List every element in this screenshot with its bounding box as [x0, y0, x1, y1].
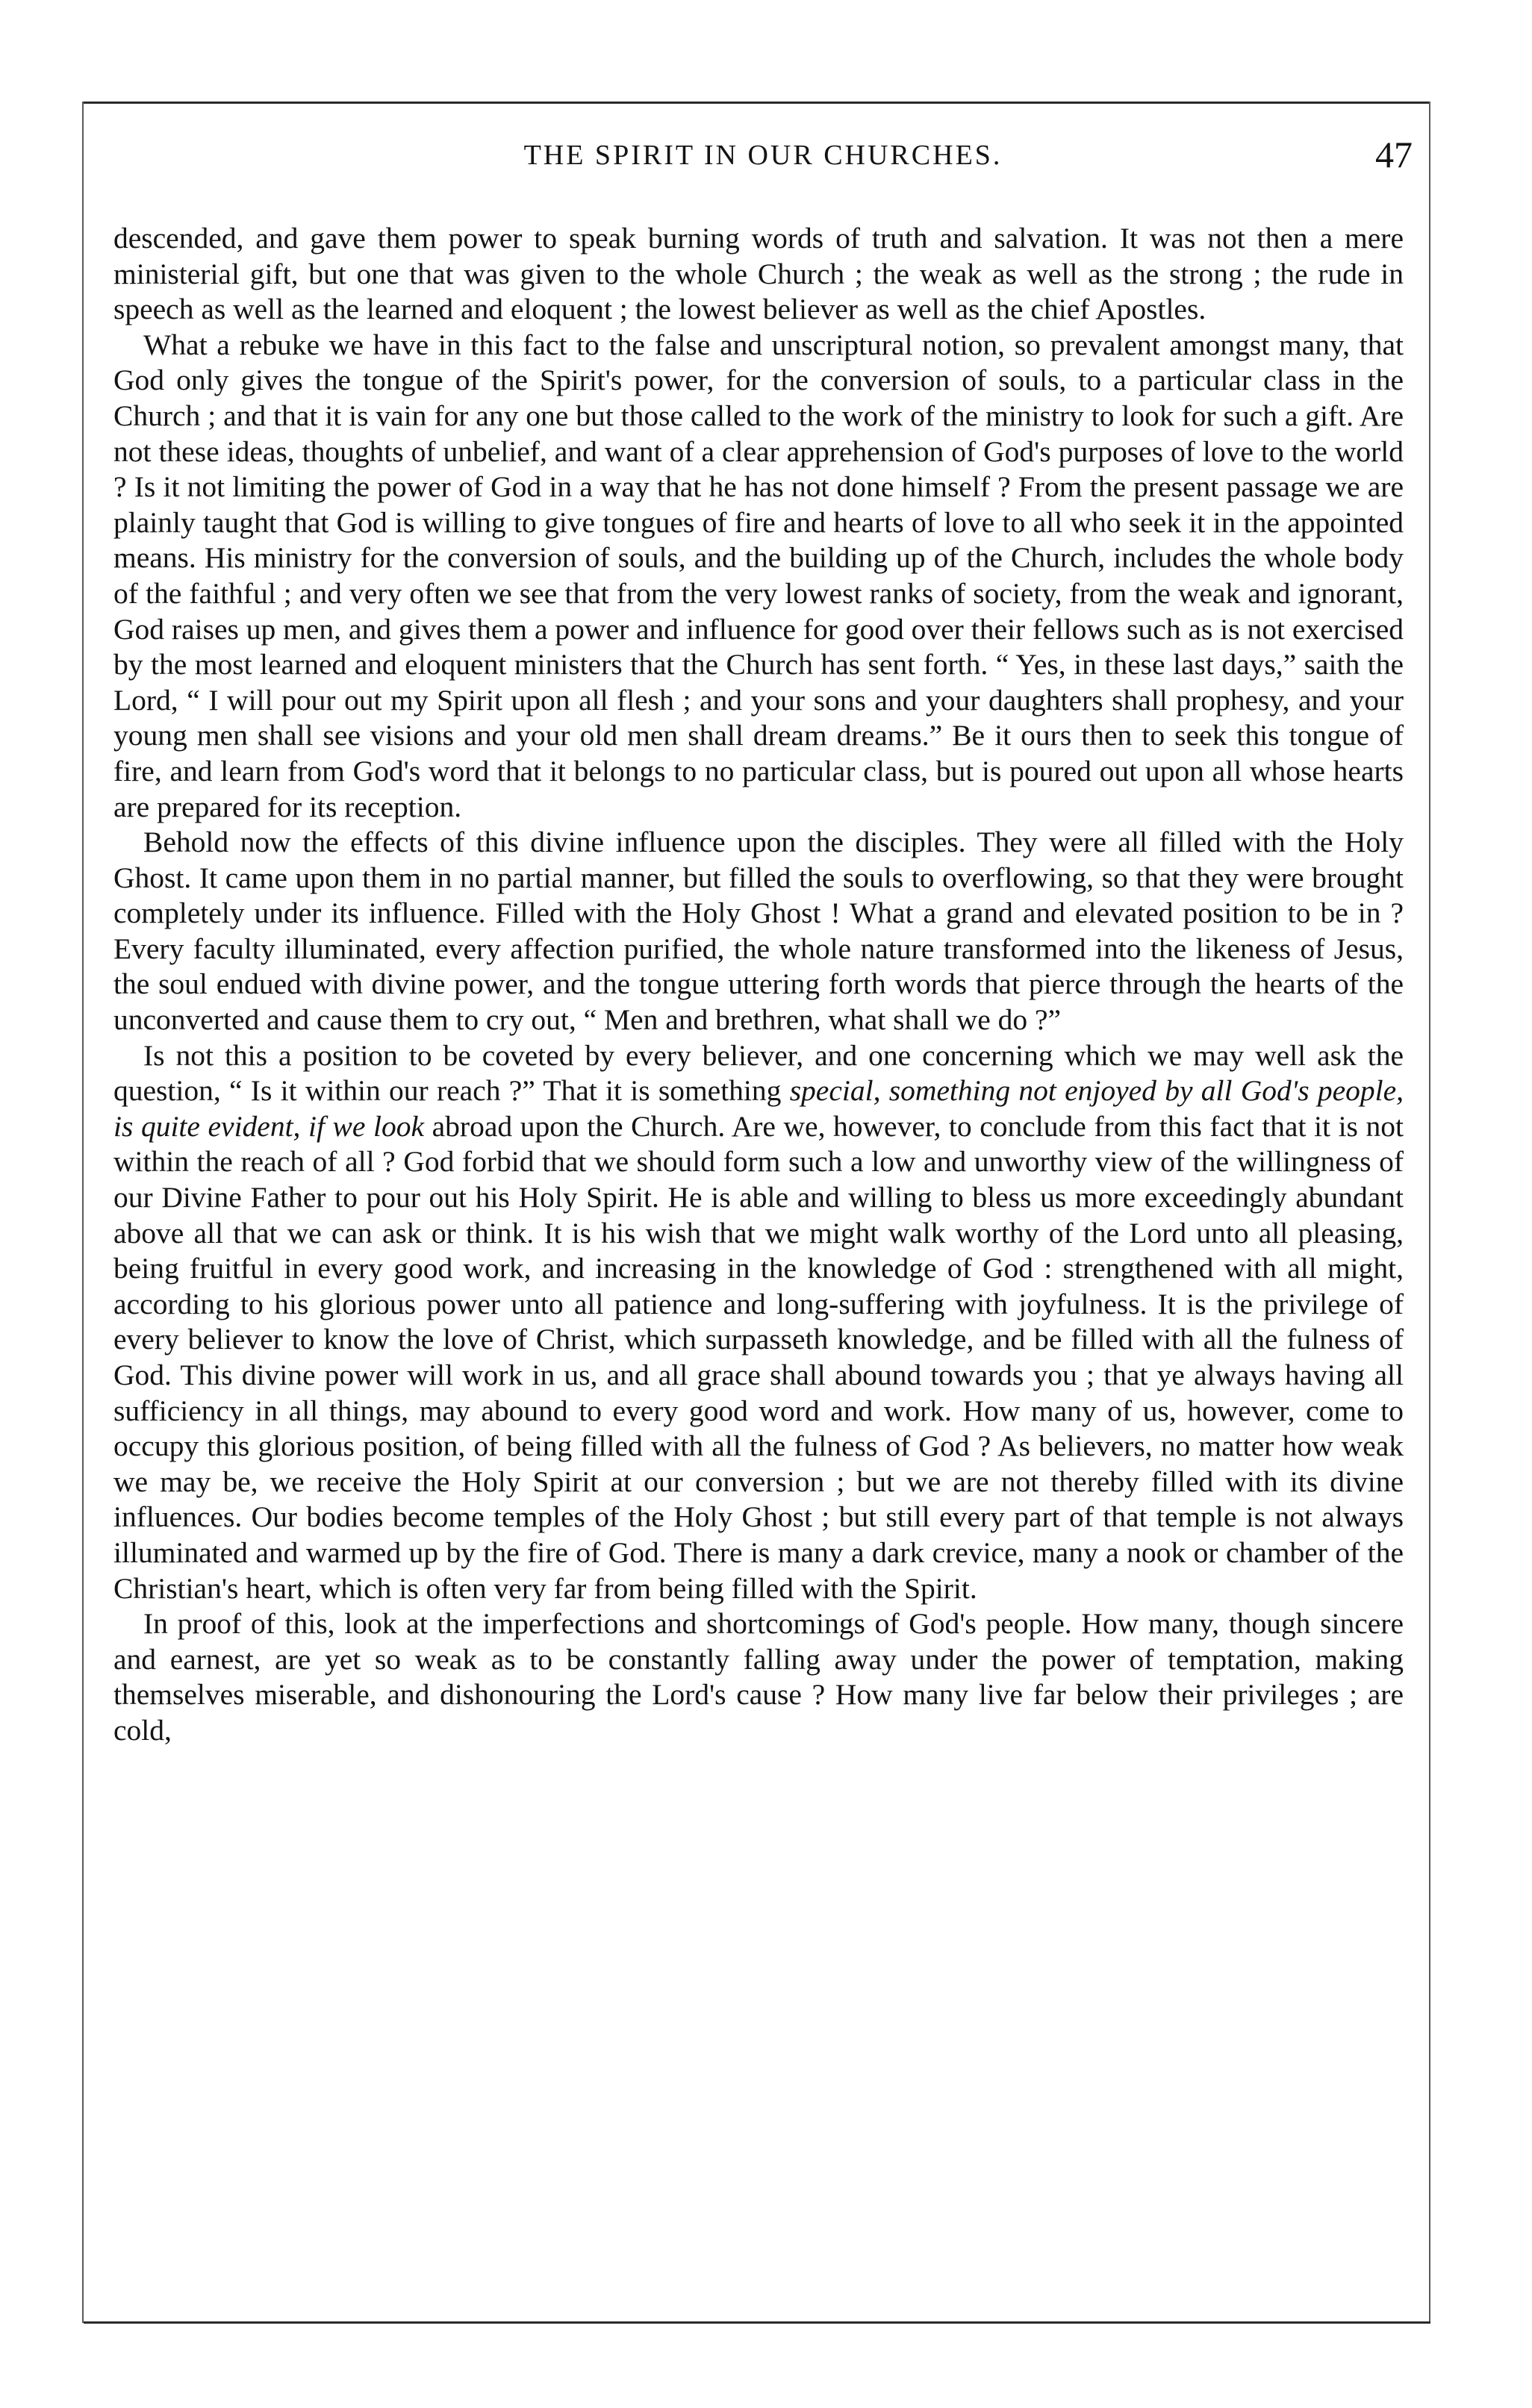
paragraph-4: [113, 1038, 1404, 1607]
paragraph-4-start: Is not this a position to be coveted by every believer, and one concerning which we may well ask the question, “ Is it within our reach ?” That it is something: [113, 1038, 1404, 1108]
right-rule: [1429, 102, 1430, 2323]
running-title: THE SPIRIT IN OUR CHURCHES.: [523, 140, 1003, 171]
paragraph-4-rest: abroad upon the Church. Are we, however, to conclude from this fact that it is not within the reach of all ? God forbid that we should form such a low and unworthy view of the willingness of our Divine Father to pour out his Holy Spirit. He is able and willing to bless us more exceedingly abundant above all that we can ask or think. It is his wish that we might walk worthy of the Lord unto all pleasing, being fruitful in every good work, and increasing in the knowledge of God : strengthened with all might, according to his glorious power unto all patience and long-suffering with joyfulness. It is the privilege of every believer to know the love of Christ, which surpasseth knowledge, and be filled with all the fulness of God. This divine power will work in us, and all grace shall abound towards you ; that ye always having all sufficiency in all things, may abound to every good word and work. How many of us, however, come to occupy this glorious position, of being filled with all the fulness of God ? As believers, no matter how weak we may be, we receive the Holy Spirit at our conversion ; but we are not thereby filled with its divine influences. Our bodies become temples of the Holy Ghost ; but still every part of that temple is not always illuminated and warmed up by the fire of God. There is many a dark crevice, many a nook or chamber of the Christian's heart, which is often very far from being filled with the Spirit.: [113, 1109, 1404, 1605]
body-text: [113, 221, 1404, 1749]
paragraph-3: Behold now the effects of this divine influence upon the disciples. They were all filled with the Holy Ghost. It came upon them in no partial manner, but filled the souls to overflowing, so that they were brought completely under its influence. Filled with the Holy Ghost ! What a grand and elevated position to be in ? Every faculty illuminated, every affection purified, the whole nature transformed into the likeness of Jesus, the soul endued with divine power, and the tongue uttering forth words that pierce through the hearts of the unconverted and cause them to cry out, “ Men and brethren, what shall we do ?”: [113, 826, 1404, 1037]
top-rule: [84, 102, 1430, 104]
paragraph-5: In proof of this, look at the imperfections and shortcomings of God's people. How many, though sincere and earnest, are yet so weak as to be constantly falling away under the power of temptation, making themselves miserable, and dishonouring the Lord's cause ? How many live far below their privileges ; are cold,: [113, 1607, 1404, 1747]
paragraph-2: What a rebuke we have in this fact to the false and unscriptural notion, so prevalent amongst many, that God only gives the tongue of the Spirit's power, for the conversion of souls, to a particular class in the Church ; and that it is vain for any one but those called to the work of the ministry to look for such a gift. Are not these ideas, thoughts of unbelief, and want of a clear apprehension of God's purposes of love to the world ? Is it not limiting the power of God in a way that he has not done himself ? From the present passage we are plainly taught that God is willing to give tongues of fire and hearts of love to all who seek it in the appointed means. His ministry for the conversion of souls, and the building up of the Church, includes the whole body of the faithful ; and very often we see that from the very lowest ranks of society, from the weak and ignorant, God raises up men, and gives them a power and influence for good over their fellows such as is not exercised by the most learned and eloquent ministers that the Church has sent forth. “ Yes, in these last days,” saith the Lord, “ I will pour out my Spirit upon all flesh ; and your sons and your daughters shall prophesy, and your young men shall see visions and your old men shall dream dreams.” Be it ours then to seek this tongue of fire, and learn from God's word that it belongs to no particular class, but is poured out upon all whose hearts are prepared for its reception.: [113, 328, 1404, 823]
page-number: 47: [1375, 134, 1413, 175]
left-rule: [82, 102, 84, 2323]
bottom-rule: [84, 2321, 1430, 2324]
paragraph-1: descended, and gave them power to speak burning words of truth and salvation. It was not then a mere ministerial gift, but one that was given to the whole Church ; the weak as well as the strong ; the rude in speech as well as the learned and eloquent ; the lowest believer as well as the chief Apostles.: [113, 222, 1404, 326]
running-head: [113, 133, 1413, 178]
paragraph-4-italic: special, something not enjoyed by all God's people, is quite evident, if we look: [113, 1074, 1404, 1143]
